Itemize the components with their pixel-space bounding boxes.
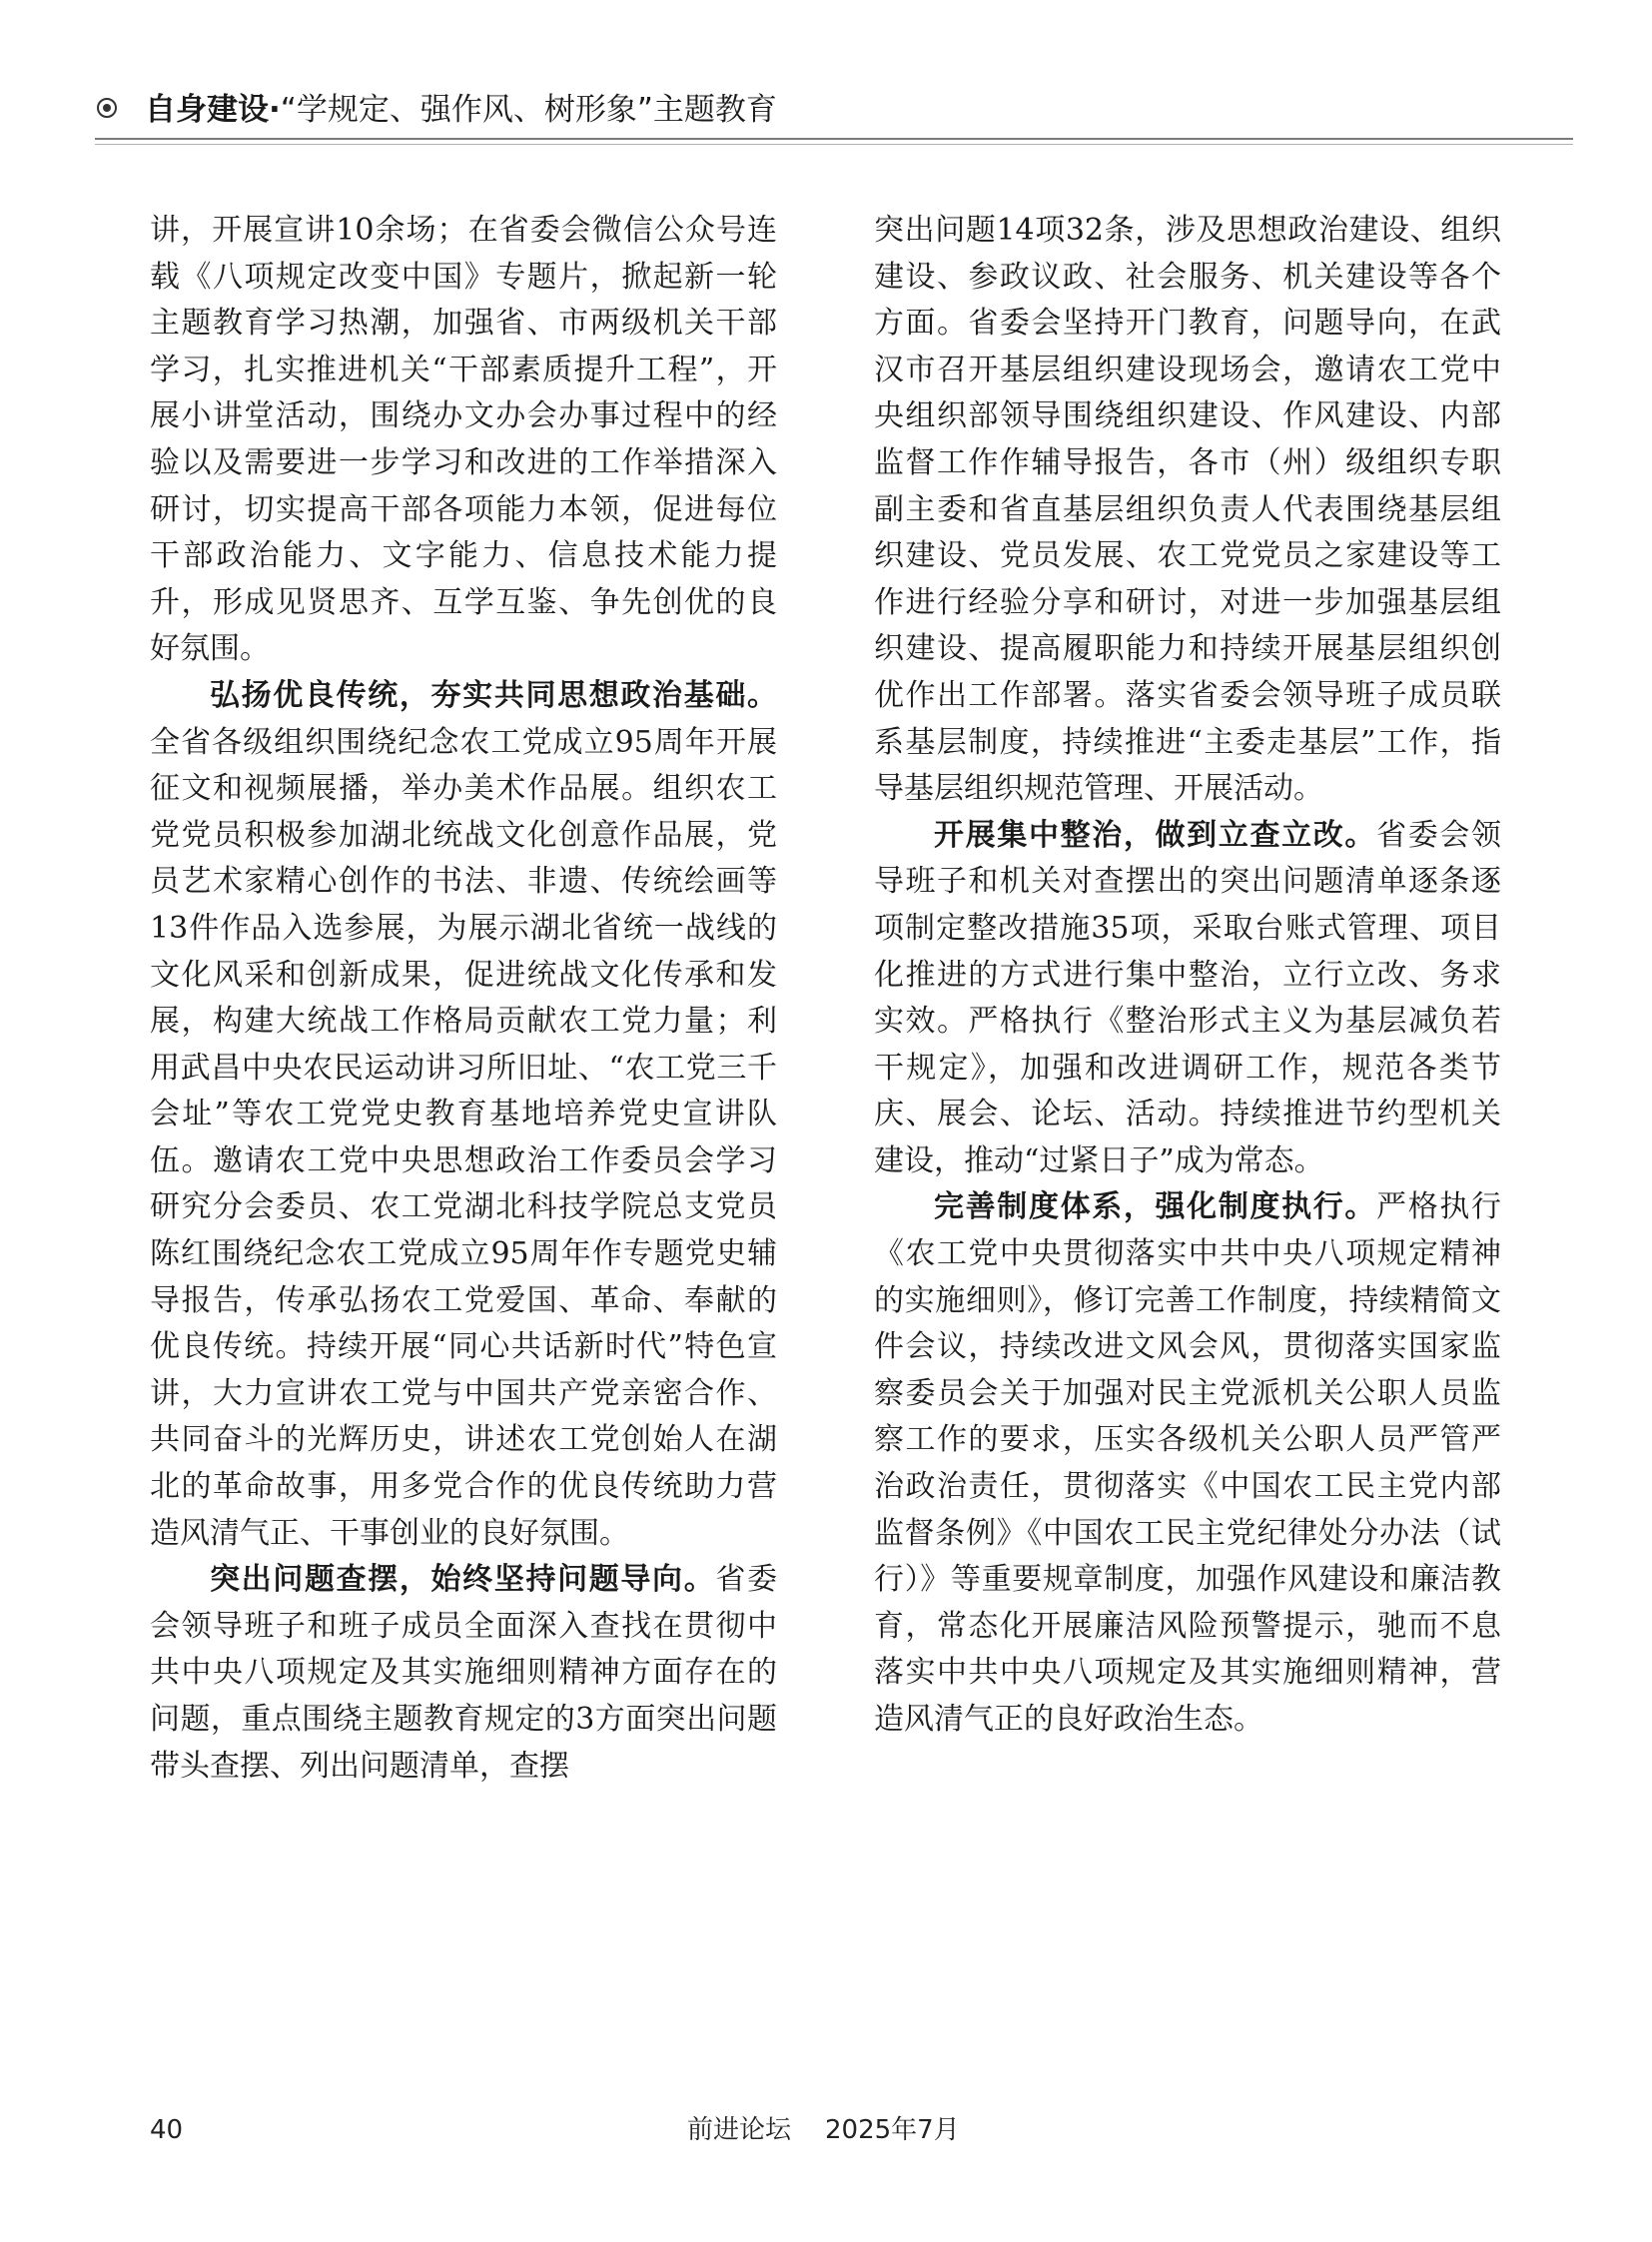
left-column [150, 208, 777, 1790]
paragraph-body: 省委会领导班子和机关对查摆出的突出问题清单逐条逐项制定整改措施35项，采取台账式管理、项目化推进的方式进行集中整治，立行立改、务求实效。严格执行《整治形式主义为基层减负若干规定》，加强和改进调研工作，规范各类节庆、展会、论坛、活动。持续推进节约型机关建设，推动“过紧日子”成为常态。 [874, 817, 1502, 1178]
journal-name: 前进论坛 [687, 2115, 792, 2145]
page-header [95, 90, 1573, 130]
issue-date: 2025年7月 [825, 2115, 960, 2145]
paragraph-problems [150, 1557, 777, 1790]
header-divider-thin [95, 144, 1573, 145]
header-divider [95, 138, 1573, 140]
paragraph-rectification [874, 813, 1501, 1185]
paragraph-heading: 开展集中整治，做到立查立改。 [934, 817, 1377, 853]
paragraph-institutions [874, 1184, 1501, 1743]
paragraph-body: 严格执行《农工党中央贯彻落实中共中央八项规定精神的实施细则》，修订完善工作制度，持续精简文件会议，持续改进文风会风，贯彻落实国家监察委员会关于加强对民主党派机关公职人员监察工作的要求，压实各级机关公职人员严管严治政治责任，贯彻落实《中国农工民主党内部监督条例》《中国农工民主党纪律处分办法（试行）》等重要规章制度，加强作风建设和廉洁教育，常态化开展廉洁风险预警提示，驰而不息落实中共中央八项规定及其实施细则精神，营造风清气正的良好政治生态。 [874, 1189, 1502, 1737]
section-topic: “学规定、强作风、树形象”主题教育 [280, 92, 777, 128]
paragraph-heading: 完善制度体系，强化制度执行。 [934, 1189, 1377, 1225]
page-number: 40 [150, 2115, 184, 2145]
paragraph-continued: 讲，开展宣讲10余场；在省委会微信公众号连载《八项规定改变中国》专题片，掀起新一轮主题教育学习热潮，加强省、市两级机关干部学习，扎实推进机关“干部素质提升工程”，开展小讲堂活动，围绕办文办会办事过程中的经验以及需要进一步学习和改进的工作举措深入研讨，切实提高干部各项能力本领，促进每位干部政治能力、文字能力、信息技术能力提升，形成见贤思齐、互学互鉴、争先创优的良好氛围。 [150, 213, 777, 667]
paragraph-continued: 突出问题14项32条，涉及思想政治建设、组织建设、参政议政、社会服务、机关建设等各个方面。省委会坚持开门教育，问题导向，在武汉市召开基层组织建设现场会，邀请农工党中央组织部领导围绕组织建设、作风建设、内部监督工作作辅导报告，各市（州）级组织专职副主委和省直基层组织负责人代表围绕基层组织建设、党员发展、农工党党员之家建设等工作进行经验分享和研讨，对进一步加强基层组织建设、提高履职能力和持续开展基层组织创优作出工作部署。落实省委会领导班子成员联系基层制度，持续推进“主委走基层”工作，指导基层组织规范管理、开展活动。 [874, 213, 1501, 807]
paragraph-heading: 突出问题查摆，始终坚持问题导向。 [210, 1562, 716, 1598]
bullet-circle-icon [97, 98, 117, 118]
paragraph-heading: 弘扬优良传统，夯实共同思想政治基础。 [210, 677, 777, 713]
section-separator: · [269, 92, 281, 128]
section-name: 自身建设 [145, 92, 269, 128]
right-column [874, 208, 1501, 1744]
paragraph-body: 省委会领导班子和班子成员全面深入查找在贯彻中共中央八项规定及其实施细则精神方面存在的问题，重点围绕主题教育规定的3方面突出问题带头查摆、列出问题清单，查摆 [150, 1562, 778, 1784]
section-title [145, 90, 777, 130]
paragraph-body: 全省各级组织围绕纪念农工党成立95周年开展征文和视频展播，举办美术作品展。组织农工党党员积极参加湖北统战文化创意作品展，党员艺术家精心创作的书法、非遗、传统绘画等13件作品入选参展，为展示湖北省统一战线的文化风采和创新成果，促进统战文化传承和发展，构建大统战工作格局贡献农工党力量；利用武昌中央农民运动讲习所旧址、“农工党三千会址”等农工党党史教育基地培养党史宣讲队伍。邀请农工党中央思想政治工作委员会学习研究分会委员、农工党湖北科技学院总支党员陈红围绕纪念农工党成立95周年作专题党史辅导报告，传承弘扬农工党爱国、革命、奉献的优良传统。持续开展“同心共话新时代”特色宣讲，大力宣讲农工党与中国共产党亲密合作、共同奋斗的光辉历史，讲述农工党创始人在湖北的革命故事，用多党合作的优良传统助力营造风清气正、干事创业的良好氛围。 [150, 724, 777, 1551]
paragraph-tradition [150, 673, 777, 1557]
